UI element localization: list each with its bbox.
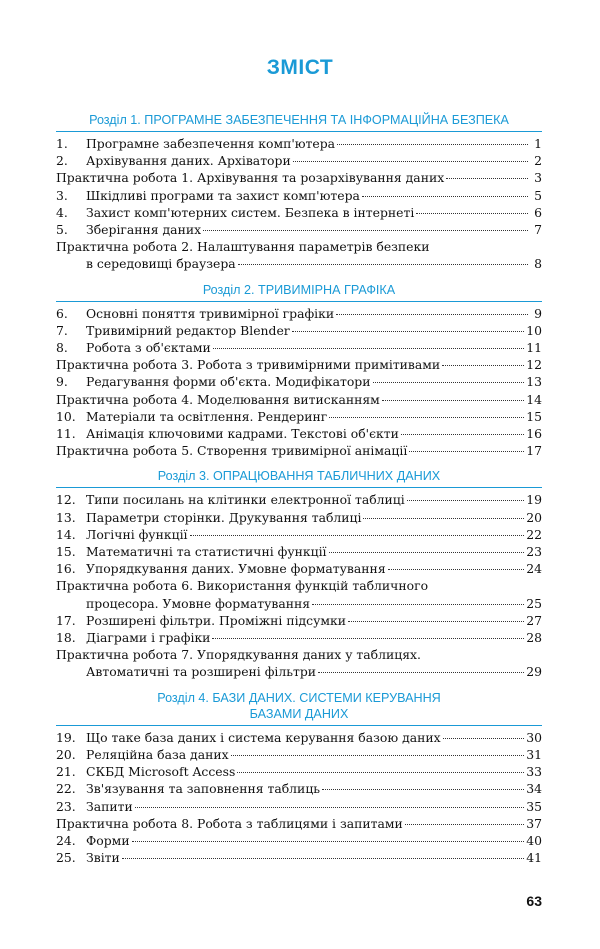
entry-page: 23 — [526, 544, 542, 560]
entry-title-continued: Автоматичні та розширені фільтри — [86, 664, 317, 680]
entry-page: 41 — [526, 850, 542, 866]
entry-number: 7. — [56, 322, 68, 338]
entry-number: 5. — [56, 222, 68, 238]
entry-number: 19. — [56, 729, 76, 745]
entry-title: Програмне забезпечення комп'ютера — [86, 136, 336, 151]
entry-title: Архівування даних. Архіватори — [86, 153, 291, 169]
page-title: ЗМІСТ — [266, 56, 334, 79]
entry-number: 10. — [56, 408, 76, 424]
entry-number: 24. — [56, 832, 76, 848]
dot-leader — [318, 672, 524, 673]
entry-page: 28 — [526, 630, 542, 646]
toc-entry — [56, 780, 542, 797]
toc-entry — [56, 238, 542, 272]
dot-leader — [132, 841, 525, 842]
entry-page: 1 — [534, 136, 542, 151]
entry-page: 10 — [526, 322, 542, 338]
dot-leader — [362, 196, 528, 197]
entry-page: 30 — [526, 729, 542, 745]
entry-line — [56, 595, 542, 612]
entry-line — [56, 255, 542, 272]
toc-entry — [56, 849, 542, 866]
entry-number: 25. — [56, 850, 76, 866]
entry-title: Розширені фільтри. Проміжні підсумки — [86, 612, 347, 628]
dot-leader — [329, 417, 524, 418]
toc-entry — [56, 491, 542, 508]
entry-number: 12. — [56, 492, 76, 508]
toc-entry — [56, 629, 542, 646]
toc-entry — [56, 221, 542, 238]
entry-page: 24 — [526, 561, 542, 577]
toc-section — [56, 468, 542, 680]
entry-page: 7 — [534, 222, 542, 238]
section-title — [56, 468, 542, 488]
toc-entry — [56, 646, 542, 680]
entry-page: 20 — [526, 509, 542, 525]
entry-page: 3 — [534, 170, 542, 186]
toc-entry — [56, 509, 542, 526]
section-title-line: Розділ 2. ТРИВИМІРНА ГРАФІКА — [202, 282, 396, 297]
dot-leader — [409, 451, 524, 452]
section-title-line: Розділ 1. ПРОГРАМНЕ ЗАБЕЗПЕЧЕННЯ ТА ІНФОРМАЦІЙНА БЕЗПЕКА — [89, 113, 509, 127]
entry-title: Робота з об'єктами — [86, 340, 211, 356]
entry-number: 14. — [56, 526, 76, 542]
entry-title: Реляційна база даних — [86, 746, 229, 762]
entry-number: 16. — [56, 561, 76, 577]
entry-number: 21. — [56, 764, 76, 780]
entry-number: 4. — [56, 204, 68, 220]
entry-title: Зберігання даних — [86, 222, 202, 238]
toc-entry — [56, 187, 542, 204]
section-title-line: Розділ 3. ОПРАЦЮВАННЯ ТАБЛИЧНИХ ДАНИХ — [157, 469, 441, 484]
dot-leader — [237, 772, 524, 773]
entry-title: Тривимірний редактор Blender — [86, 322, 290, 338]
toc-entry — [56, 425, 542, 442]
entry-title: Шкідливі програми та захист комп'ютера — [86, 187, 360, 203]
entry-number: 13. — [56, 509, 76, 525]
entry-title: Зв'язування та заповнення таблиць — [86, 781, 321, 797]
toc-entry — [56, 152, 542, 169]
entry-number: 17. — [56, 612, 76, 628]
entry-number: 8. — [56, 340, 68, 356]
entry-page: 16 — [526, 426, 542, 442]
entry-number: 11. — [56, 426, 76, 442]
entry-title: Що таке база даних і система керування базою даних — [86, 729, 441, 745]
toc-section — [56, 690, 542, 867]
entry-title-continued: в середовищі браузера — [86, 256, 236, 272]
dot-leader — [238, 264, 528, 265]
dot-leader — [442, 365, 524, 366]
section-title-line: Розділ 4. БАЗИ ДАНИХ. СИСТЕМИ КЕРУВАННЯ — [157, 690, 441, 705]
dot-leader — [122, 858, 524, 859]
toc-entry — [56, 339, 542, 356]
dot-leader — [382, 400, 524, 401]
entry-title: Редагування форми об'єкта. Модифікатори — [86, 374, 371, 390]
entry-page: 6 — [534, 204, 542, 220]
toc-entry — [56, 815, 542, 832]
entry-number: 18. — [56, 630, 76, 646]
entry-title: Діаграми і графіки — [86, 630, 211, 646]
entry-page: 8 — [534, 256, 542, 272]
toc-entry — [56, 729, 542, 746]
entry-number: 2. — [56, 153, 68, 169]
dot-leader — [329, 552, 525, 553]
entry-page: 25 — [526, 595, 542, 611]
toc-entry — [56, 135, 542, 152]
entry-page: 40 — [526, 832, 542, 848]
dot-leader — [231, 755, 525, 756]
toc-entry — [56, 322, 542, 339]
dot-leader — [212, 638, 524, 639]
entry-title: Практична робота 7. Упорядкування даних у таблицях. — [56, 647, 421, 663]
entry-title: Типи посилань на клітинки електронної таблиці — [86, 492, 405, 508]
toc-entry — [56, 543, 542, 560]
toc-entry — [56, 204, 542, 221]
entry-page: 31 — [526, 746, 542, 762]
dot-leader — [312, 604, 524, 605]
entry-title: Матеріали та освітлення. Рендеринг — [86, 408, 328, 424]
entry-page: 14 — [526, 391, 542, 407]
entry-title: Упорядкування даних. Умовне форматування — [86, 561, 386, 577]
entry-title: Анімація ключовими кадрами. Текстові об'єкти — [86, 426, 399, 442]
entry-page: 27 — [526, 612, 542, 628]
dot-leader — [293, 161, 528, 162]
toc-section — [56, 282, 542, 460]
dot-leader — [190, 535, 525, 536]
section-title — [56, 112, 542, 132]
entry-page: 19 — [526, 492, 542, 508]
toc-entry — [56, 442, 542, 459]
entry-page: 34 — [526, 781, 542, 797]
entry-number: 6. — [56, 305, 68, 321]
entry-title: Практична робота 5. Створення тривимірної анімації — [56, 443, 408, 459]
dot-leader — [401, 434, 524, 435]
entry-title-continued: процесора. Умовне форматування — [86, 595, 311, 611]
toc-entry — [56, 373, 542, 390]
entry-page: 22 — [526, 526, 542, 542]
entry-number: 20. — [56, 746, 76, 762]
entry-title: Звіти — [86, 850, 120, 866]
entry-title: Форми — [86, 832, 130, 848]
entry-title: СКБД Microsoft Access — [86, 764, 236, 780]
entry-page: 5 — [534, 187, 542, 203]
entry-page: 9 — [534, 305, 542, 321]
toc-entry — [56, 832, 542, 849]
entry-page: 37 — [526, 815, 542, 831]
entry-page: 15 — [526, 408, 542, 424]
entry-number: 22. — [56, 781, 76, 797]
entry-page: 35 — [526, 798, 542, 814]
entry-title: Практична робота 6. Використання функцій табличного — [56, 578, 429, 594]
entry-title: Логічні функції — [86, 526, 188, 542]
dot-leader — [292, 331, 525, 332]
toc-entry — [56, 746, 542, 763]
entry-title: Параметри сторінки. Друкування таблиці — [86, 509, 362, 525]
toc-entry — [56, 391, 542, 408]
entry-page: 33 — [526, 764, 542, 780]
entry-title: Практична робота 4. Моделювання витисканням — [56, 391, 380, 407]
section-title — [56, 282, 542, 302]
table-of-contents — [56, 112, 542, 875]
entry-page: 13 — [526, 374, 542, 390]
toc-entry — [56, 526, 542, 543]
entry-title: Практична робота 3. Робота з тривимірними примітивами — [56, 357, 441, 373]
dot-leader — [373, 382, 525, 383]
entry-number: 1. — [56, 136, 68, 151]
section-title — [56, 690, 542, 726]
dot-leader — [388, 569, 525, 570]
toc-entry — [56, 169, 542, 186]
dot-leader — [416, 213, 528, 214]
entry-page: 17 — [526, 443, 542, 459]
entry-number: 23. — [56, 798, 76, 814]
entry-title: Практична робота 8. Робота з таблицями і запитами — [56, 815, 403, 831]
entry-line — [56, 663, 542, 680]
dot-leader — [363, 518, 524, 519]
entry-title: Практична робота 2. Налаштування параметрів безпеки — [56, 239, 430, 255]
section-title-line: БАЗАМИ ДАНИХ — [249, 706, 349, 721]
dot-leader — [407, 500, 524, 501]
entry-title: Практична робота 1. Архівування та розархівування даних — [56, 170, 445, 186]
toc-entry — [56, 577, 542, 611]
entry-page: 29 — [526, 664, 542, 680]
dot-leader — [405, 824, 524, 825]
entry-title: Основні поняття тривимірної графіки — [86, 305, 335, 321]
dot-leader — [446, 178, 528, 179]
dot-leader — [443, 738, 525, 739]
dot-leader — [348, 621, 524, 622]
toc-entry — [56, 408, 542, 425]
toc-entry — [56, 356, 542, 373]
entry-number: 9. — [56, 374, 68, 390]
entry-page: 11 — [526, 340, 542, 356]
dot-leader — [322, 789, 524, 790]
entry-page: 12 — [526, 357, 542, 373]
toc-entry — [56, 305, 542, 322]
dot-leader — [213, 348, 524, 349]
dot-leader — [336, 314, 528, 315]
entry-number: 15. — [56, 544, 76, 560]
toc-section — [56, 112, 542, 273]
entry-page: 2 — [534, 153, 542, 169]
page-number: 63 — [526, 893, 542, 909]
entry-title: Запити — [86, 798, 133, 814]
dot-leader — [135, 807, 524, 808]
dot-leader — [203, 230, 528, 231]
toc-entry — [56, 612, 542, 629]
toc-entry — [56, 763, 542, 780]
entry-title: Математичні та статистичні функції — [86, 544, 327, 560]
toc-entry — [56, 560, 542, 577]
entry-title: Захист комп'ютерних систем. Безпека в інтернеті — [86, 204, 415, 220]
entry-number: 3. — [56, 187, 68, 203]
dot-leader — [337, 144, 528, 145]
toc-entry — [56, 798, 542, 815]
